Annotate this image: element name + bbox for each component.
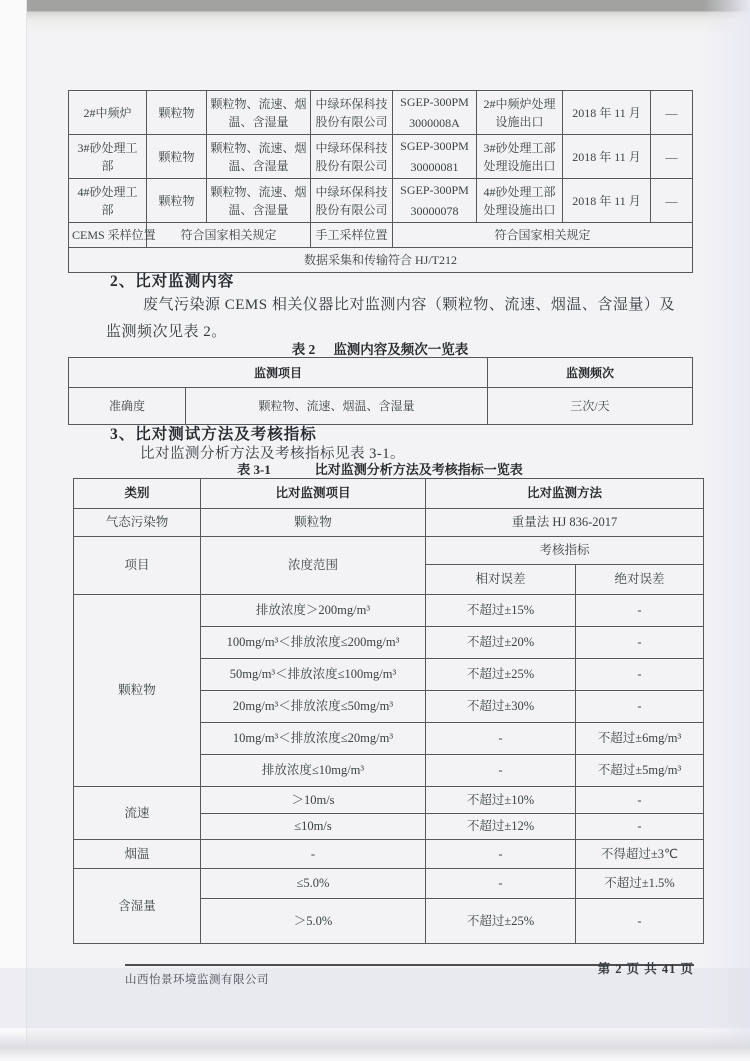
footer-page-number: 第 2 页 共 41 页 xyxy=(597,962,694,976)
scan-edge-top xyxy=(0,0,750,34)
date-cell: 2018 年 11 月 xyxy=(563,91,651,135)
section3-paragraph: 比对监测分析方法及考核指标见表 3-1。 xyxy=(140,446,405,462)
manual-position-label: 手工采样位置 xyxy=(311,223,393,248)
footer-company-name: 山西怡景环境监测有限公司 xyxy=(125,974,269,986)
vendor-cell: 中绿环保科技股份有限公司 xyxy=(311,91,393,135)
scan-edge-left xyxy=(0,0,27,1061)
range-header: 浓度范围 xyxy=(201,537,426,595)
cems-position-value: 符合国家相关规定 xyxy=(147,223,311,248)
position-cell: 2#中频炉处理设施出口 xyxy=(477,91,563,135)
range-cell: 排放浓度＞200mg/m³ xyxy=(201,595,426,627)
scan-band xyxy=(0,968,750,1028)
position-cell: 3#砂处理工部处理设施出口 xyxy=(477,135,563,179)
frequency-table xyxy=(68,357,693,425)
gas-category-cell: 气态污染物 xyxy=(74,509,201,537)
accuracy-label: 准确度 xyxy=(69,388,186,425)
section2-paragraph-line2: 监测频次见表 2。 xyxy=(106,324,227,340)
serial-text: 30000081 xyxy=(410,159,459,174)
gas-method-cell: 重量法 HJ 836-2017 xyxy=(426,509,704,537)
table-row xyxy=(74,479,704,509)
table3-caption xyxy=(68,459,692,478)
note-cell: — xyxy=(651,135,693,179)
temperature-group-label: 烟温 xyxy=(74,840,201,869)
range-cell: 排放浓度≤10mg/m³ xyxy=(201,755,426,787)
vendor-cell: 中绿环保科技股份有限公司 xyxy=(311,179,393,223)
table-row xyxy=(74,840,704,869)
cems-position-label: CEMS 采样位置 xyxy=(69,223,147,248)
param-cell: 颗粒物 xyxy=(147,179,207,223)
table-row xyxy=(74,869,704,899)
rel-error-cell: 不超过±25% xyxy=(426,659,576,691)
gas-item-cell: 颗粒物 xyxy=(201,509,426,537)
table2-caption-title: 监测内容及频次一览表 xyxy=(333,342,469,357)
rel-error-cell: 不超过±15% xyxy=(426,595,576,627)
date-cell: 2018 年 11 月 xyxy=(563,135,651,179)
model-text: SGEP-300PM xyxy=(400,95,469,110)
source-cell: 3#砂处理工部 xyxy=(69,135,147,179)
table-row xyxy=(74,787,704,814)
scan-edge-right xyxy=(704,0,750,1061)
serial-text: 30000078 xyxy=(410,203,459,218)
compare-item-header: 比对监测项目 xyxy=(201,479,426,509)
index-header: 考核指标 xyxy=(426,537,704,565)
abs-error-cell: 不得超过±3℃ xyxy=(576,840,704,869)
items-cell: 颗粒物、流速、烟温、含湿量 xyxy=(207,91,311,135)
section2-heading: 2、比对监测内容 xyxy=(110,273,235,290)
relative-error-header: 相对误差 xyxy=(426,565,576,595)
items-cell: 颗粒物、流速、烟温、含湿量 xyxy=(207,179,311,223)
note-cell: — xyxy=(651,91,693,135)
abs-error-cell: 不超过±6mg/m³ xyxy=(576,723,704,755)
abs-error-cell: 不超过±5mg/m³ xyxy=(576,755,704,787)
vendor-cell: 中绿环保科技股份有限公司 xyxy=(311,135,393,179)
category-header: 类别 xyxy=(74,479,201,509)
table2-caption xyxy=(68,338,692,358)
manual-position-value: 符合国家相关规定 xyxy=(393,223,693,248)
data-transmission-note: 数据采集和传输符合 HJ/T212 xyxy=(69,248,693,273)
table-row xyxy=(74,595,704,627)
abs-error-cell: - xyxy=(576,787,704,814)
range-cell: ＞5.0% xyxy=(201,899,426,944)
param-cell: 颗粒物 xyxy=(147,91,207,135)
monitor-freq-header: 监测频次 xyxy=(488,358,693,388)
range-cell: 100mg/m³＜排放浓度≤200mg/m³ xyxy=(201,627,426,659)
method-table xyxy=(73,478,704,944)
project-header: 项目 xyxy=(74,537,201,595)
abs-error-cell: - xyxy=(576,595,704,627)
abs-error-cell: - xyxy=(576,899,704,944)
model-text: SGEP-300PM xyxy=(400,183,469,198)
table-row xyxy=(69,223,693,248)
range-cell: - xyxy=(201,840,426,869)
rel-error-cell: 不超过±20% xyxy=(426,627,576,659)
serial-text: 3000008A xyxy=(409,115,460,130)
compare-method-header: 比对监测方法 xyxy=(426,479,704,509)
date-cell: 2018 年 11 月 xyxy=(563,179,651,223)
absolute-error-header: 绝对误差 xyxy=(576,565,704,595)
table-row xyxy=(74,509,704,537)
range-cell: 50mg/m³＜排放浓度≤100mg/m³ xyxy=(201,659,426,691)
table-row xyxy=(69,135,693,179)
table-row xyxy=(69,179,693,223)
model-serial-cell xyxy=(393,91,477,135)
equipment-table xyxy=(68,90,693,273)
rel-error-cell: - xyxy=(426,723,576,755)
range-cell: ≤5.0% xyxy=(201,869,426,899)
abs-error-cell: 不超过±1.5% xyxy=(576,869,704,899)
range-cell: 10mg/m³＜排放浓度≤20mg/m³ xyxy=(201,723,426,755)
scan-edge-bottom xyxy=(0,1031,750,1061)
note-cell: — xyxy=(651,179,693,223)
abs-error-cell: - xyxy=(576,627,704,659)
range-cell: ＞10m/s xyxy=(201,787,426,814)
accuracy-items: 颗粒物、流速、烟温、含湿量 xyxy=(186,388,488,425)
model-serial-cell xyxy=(393,135,477,179)
velocity-group-label: 流速 xyxy=(74,787,201,840)
model-serial-cell xyxy=(393,179,477,223)
section3-heading: 3、比对测试方法及考核指标 xyxy=(110,426,317,443)
rel-error-cell: 不超过±12% xyxy=(426,814,576,840)
rel-error-cell: - xyxy=(426,840,576,869)
range-cell: ≤10m/s xyxy=(201,814,426,840)
section2-paragraph-line1: 废气污染源 CEMS 相关仪器比对监测内容（颗粒物、流速、烟温、含湿量）及 xyxy=(143,297,675,313)
table-row xyxy=(69,358,693,388)
source-cell: 4#砂处理工部 xyxy=(69,179,147,223)
table3-caption-label: 表 3-1 xyxy=(237,462,271,477)
table-row xyxy=(74,537,704,565)
particulate-group-label: 颗粒物 xyxy=(74,595,201,787)
rel-error-cell: 不超过±25% xyxy=(426,899,576,944)
abs-error-cell: - xyxy=(576,691,704,723)
table2-caption-label: 表 2 xyxy=(291,342,316,357)
source-cell: 2#中频炉 xyxy=(69,91,147,135)
rel-error-cell: 不超过±10% xyxy=(426,787,576,814)
abs-error-cell: - xyxy=(576,659,704,691)
table3-caption-title: 比对监测分析方法及考核指标一览表 xyxy=(314,462,523,477)
humidity-group-label: 含湿量 xyxy=(74,869,201,944)
monitor-item-header: 监测项目 xyxy=(69,358,488,388)
rel-error-cell: - xyxy=(426,869,576,899)
range-cell: 20mg/m³＜排放浓度≤50mg/m³ xyxy=(201,691,426,723)
rel-error-cell: - xyxy=(426,755,576,787)
position-cell: 4#砂处理工部处理设施出口 xyxy=(477,179,563,223)
abs-error-cell: - xyxy=(576,814,704,840)
model-text: SGEP-300PM xyxy=(400,139,469,154)
table-row xyxy=(69,91,693,135)
table-row xyxy=(69,388,693,425)
rel-error-cell: 不超过±30% xyxy=(426,691,576,723)
accuracy-frequency: 三次/天 xyxy=(488,388,693,425)
param-cell: 颗粒物 xyxy=(147,135,207,179)
items-cell: 颗粒物、流速、烟温、含湿量 xyxy=(207,135,311,179)
